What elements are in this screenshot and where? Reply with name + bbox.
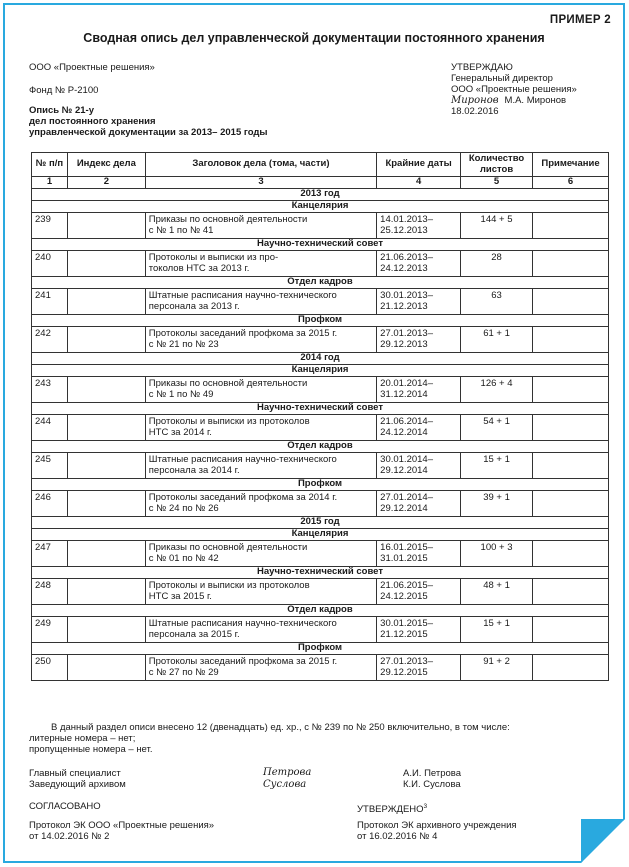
- cell-number: 245: [32, 453, 68, 479]
- date-line: 20.01.2014–: [380, 378, 433, 389]
- header-note: Примечание: [533, 153, 609, 177]
- section-heading: Профком: [32, 479, 609, 491]
- cell-title: [145, 655, 376, 681]
- table-row: [32, 453, 609, 479]
- opis-line: дел постоянного хранения: [29, 116, 156, 127]
- year-heading: 2014 год: [32, 353, 609, 365]
- header-title: Заголовок дела (тома, части): [145, 153, 376, 177]
- approve-line: УТВЕРЖДАЮ: [451, 62, 513, 73]
- opis-line: управленческой документации за 2013– 2015 годы: [29, 127, 268, 138]
- cell-note: [533, 453, 609, 479]
- cell-title: [145, 453, 376, 479]
- title-line: с № 24 по № 26: [148, 502, 219, 514]
- date-line: 25.12.2013: [380, 224, 428, 236]
- section-row: [32, 403, 609, 415]
- date-line: 29.12.2015: [380, 666, 428, 678]
- cell-dates: [377, 251, 461, 277]
- cell-index: [67, 327, 145, 353]
- cell-index: [67, 377, 145, 403]
- cell-number: 241: [32, 289, 68, 315]
- approve-signature-line: [451, 95, 577, 106]
- table-row: [32, 655, 609, 681]
- title-line: персонала за 2014 г.: [148, 464, 240, 476]
- protocol-left: [29, 820, 214, 842]
- year-heading: 2013 год: [32, 189, 609, 201]
- signer-name: А.И. Петрова: [403, 768, 462, 779]
- table-body: [32, 189, 609, 681]
- date-line: 21.12.2015: [380, 628, 428, 640]
- cell-number: 243: [32, 377, 68, 403]
- title-line: персонала за 2013 г.: [148, 300, 240, 312]
- title-line: Протоколы и выписки из протоколов: [148, 580, 310, 591]
- date-line: 31.01.2015: [380, 552, 428, 564]
- cell-sheets: 144 + 5: [461, 213, 533, 239]
- section-heading: Отдел кадров: [32, 605, 609, 617]
- title-line: персонала за 2015 г.: [148, 628, 240, 640]
- cell-index: [67, 415, 145, 441]
- signer-position: Заведующий архивом: [29, 779, 126, 790]
- organization-name: ООО «Проектные решения»: [29, 62, 155, 73]
- agreed-label: СОГЛАСОВАНО: [29, 801, 101, 812]
- cell-index: [67, 289, 145, 315]
- cell-index: [67, 213, 145, 239]
- title-line: Штатные расписания научно-технического: [148, 290, 337, 301]
- table-row: [32, 251, 609, 277]
- table-row: [32, 617, 609, 643]
- section-row: [32, 479, 609, 491]
- title-line: Приказы по основной деятельности: [148, 378, 308, 389]
- table-row: [32, 327, 609, 353]
- section-heading: Научно-технический совет: [32, 239, 609, 251]
- section-heading: Канцелярия: [32, 365, 609, 377]
- date-line: 30.01.2014–: [380, 454, 433, 465]
- cell-sheets: 39 + 1: [461, 491, 533, 517]
- cell-dates: [377, 377, 461, 403]
- column-number: 3: [145, 177, 376, 189]
- cell-note: [533, 327, 609, 353]
- date-line: 21.06.2014–: [380, 416, 433, 427]
- title-line: с № 01 по № 42: [148, 552, 219, 564]
- cell-number: 249: [32, 617, 68, 643]
- date-line: 30.01.2015–: [380, 618, 433, 629]
- section-row: [32, 201, 609, 213]
- header-sheets: Количество листов: [461, 153, 533, 177]
- column-numbers-row: [32, 177, 609, 189]
- page-curl-corner: [581, 819, 625, 863]
- cell-index: [67, 541, 145, 567]
- date-line: 30.01.2013–: [380, 290, 433, 301]
- section-row: [32, 315, 609, 327]
- section-row: [32, 529, 609, 541]
- date-line: 27.01.2014–: [380, 492, 433, 503]
- cell-sheets: 48 + 1: [461, 579, 533, 605]
- section-heading: Научно-технический совет: [32, 403, 609, 415]
- title-line: НТС за 2015 г.: [148, 590, 212, 602]
- cell-sheets: 15 + 1: [461, 453, 533, 479]
- year-row: [32, 517, 609, 529]
- cell-sheets: 91 + 2: [461, 655, 533, 681]
- example-label: ПРИМЕР 2: [549, 14, 611, 26]
- section-row: [32, 441, 609, 453]
- title-line: Протоколы заседаний профкома за 2015 г.: [148, 656, 338, 667]
- title-line: НТС за 2014 г.: [148, 426, 212, 438]
- header-index: Индекс дела: [67, 153, 145, 177]
- cell-sheets: 54 + 1: [461, 415, 533, 441]
- section-row: [32, 277, 609, 289]
- cell-dates: [377, 491, 461, 517]
- cell-number: 240: [32, 251, 68, 277]
- cell-title: [145, 617, 376, 643]
- cell-number: 242: [32, 327, 68, 353]
- section-row: [32, 567, 609, 579]
- section-heading: Научно-технический совет: [32, 567, 609, 579]
- signer-positions: [29, 768, 126, 790]
- cell-title: [145, 579, 376, 605]
- inventory-table: [31, 152, 609, 681]
- date-line: 29.12.2014: [380, 464, 428, 476]
- table-row: [32, 289, 609, 315]
- date-line: 21.06.2015–: [380, 580, 433, 591]
- title-line: с № 21 по № 23: [148, 338, 219, 350]
- protocol-line: от 16.02.2016 № 4: [357, 831, 438, 842]
- section-heading: Канцелярия: [32, 201, 609, 213]
- cell-sheets: 126 + 4: [461, 377, 533, 403]
- date-line: 21.12.2013: [380, 300, 428, 312]
- cell-title: [145, 251, 376, 277]
- approve-line: Генеральный директор: [451, 73, 553, 84]
- cell-title: [145, 289, 376, 315]
- cell-note: [533, 213, 609, 239]
- cell-title: [145, 415, 376, 441]
- cell-sheets: 100 + 3: [461, 541, 533, 567]
- table-row: [32, 541, 609, 567]
- cell-dates: [377, 327, 461, 353]
- date-line: 31.12.2014: [380, 388, 428, 400]
- cell-index: [67, 617, 145, 643]
- cell-index: [67, 579, 145, 605]
- cell-dates: [377, 213, 461, 239]
- cell-sheets: 28: [461, 251, 533, 277]
- cell-title: [145, 327, 376, 353]
- cell-dates: [377, 541, 461, 567]
- document-frame: [3, 3, 625, 863]
- section-row: [32, 239, 609, 251]
- table-row: [32, 491, 609, 517]
- cell-note: [533, 655, 609, 681]
- handwritten-signatures: [263, 767, 311, 791]
- cell-title: [145, 213, 376, 239]
- cell-note: [533, 579, 609, 605]
- protocol-line: Протокол ЭК архивного учреждения: [357, 820, 517, 831]
- header-number: № п/п: [32, 153, 68, 177]
- section-heading: Отдел кадров: [32, 441, 609, 453]
- column-number: 6: [533, 177, 609, 189]
- cell-number: 244: [32, 415, 68, 441]
- section-row: [32, 643, 609, 655]
- cell-note: [533, 491, 609, 517]
- date-line: 21.06.2013–: [380, 252, 433, 263]
- title-line: Протоколы заседаний профкома за 2015 г.: [148, 328, 338, 339]
- cell-index: [67, 251, 145, 277]
- title-line: Протоколы заседаний профкома за 2014 г.: [148, 492, 338, 503]
- section-heading: Канцелярия: [32, 529, 609, 541]
- summary-line: литерные номера – нет;: [29, 733, 136, 744]
- fond-number: Фонд № Р-2100: [29, 85, 99, 96]
- date-line: 27.01.2013–: [380, 656, 433, 667]
- cell-dates: [377, 579, 461, 605]
- table-row: [32, 579, 609, 605]
- cell-note: [533, 251, 609, 277]
- signer-names: [403, 768, 461, 790]
- title-line: с № 1 по № 49: [148, 388, 214, 400]
- section-row: [32, 605, 609, 617]
- year-row: [32, 189, 609, 201]
- signature-petrova: Петрова: [263, 767, 312, 778]
- table-row: [32, 377, 609, 403]
- signer-position: Главный специалист: [29, 768, 121, 779]
- title-line: Приказы по основной деятельности: [148, 214, 308, 225]
- opis-line: Опись № 21-у: [29, 105, 94, 116]
- cell-note: [533, 541, 609, 567]
- title-line: Штатные расписания научно-технического: [148, 454, 337, 465]
- cell-note: [533, 377, 609, 403]
- cell-title: [145, 377, 376, 403]
- year-heading: 2015 год: [32, 517, 609, 529]
- date-line: 24.12.2013: [380, 262, 428, 274]
- header-dates: Крайние даты: [377, 153, 461, 177]
- date-line: 16.01.2015–: [380, 542, 433, 553]
- column-number: 2: [67, 177, 145, 189]
- cell-sheets: 15 + 1: [461, 617, 533, 643]
- section-heading: Профком: [32, 643, 609, 655]
- approve-date: 18.02.2016: [451, 106, 499, 117]
- approve-line: ООО «Проектные решения»: [451, 84, 577, 95]
- protocol-line: от 14.02.2016 № 2: [29, 831, 110, 842]
- approve-block: [451, 62, 577, 117]
- summary-line: пропущенные номера – нет.: [29, 744, 153, 755]
- cell-note: [533, 289, 609, 315]
- cell-index: [67, 655, 145, 681]
- date-line: 29.12.2014: [380, 502, 428, 514]
- signer-name: К.И. Суслова: [403, 779, 461, 790]
- cell-index: [67, 491, 145, 517]
- column-number: 1: [32, 177, 68, 189]
- title-line: Приказы по основной деятельности: [148, 542, 308, 553]
- document-title: Сводная опись дел управленческой документации постоянного хранения: [83, 31, 545, 45]
- column-number: 5: [461, 177, 533, 189]
- cell-index: [67, 453, 145, 479]
- director-name: М.А. Миронов: [504, 95, 567, 106]
- title-line: Протоколы и выписки из протоколов: [148, 416, 310, 427]
- cell-dates: [377, 453, 461, 479]
- cell-number: 246: [32, 491, 68, 517]
- section-heading: Профком: [32, 315, 609, 327]
- cell-sheets: 63: [461, 289, 533, 315]
- section-heading: Отдел кадров: [32, 277, 609, 289]
- date-line: 27.01.2013–: [380, 328, 433, 339]
- approved-label: [357, 801, 427, 815]
- cell-dates: [377, 655, 461, 681]
- title-line: токолов НТС за 2013 г.: [148, 262, 250, 274]
- protocol-line: Протокол ЭК ООО «Проектные решения»: [29, 820, 215, 831]
- cell-note: [533, 617, 609, 643]
- table-row: [32, 213, 609, 239]
- cell-number: 239: [32, 213, 68, 239]
- summary-block: [29, 722, 619, 755]
- cell-number: 250: [32, 655, 68, 681]
- cell-number: 248: [32, 579, 68, 605]
- title-line: Штатные расписания научно-технического: [148, 618, 337, 629]
- table-header-row: [32, 153, 609, 177]
- date-line: 14.01.2013–: [380, 214, 433, 225]
- column-number: 4: [377, 177, 461, 189]
- summary-line: В данный раздел описи внесено 12 (двенадцать) ед. хр., с № 239 по № 250 включительно, в том числе:: [51, 722, 510, 733]
- title-line: с № 27 по № 29: [148, 666, 219, 678]
- section-row: [32, 365, 609, 377]
- cell-dates: [377, 617, 461, 643]
- cell-dates: [377, 415, 461, 441]
- date-line: 24.12.2015: [380, 590, 428, 602]
- cell-sheets: 61 + 1: [461, 327, 533, 353]
- title-line: Протоколы и выписки из про-: [148, 252, 279, 263]
- year-row: [32, 353, 609, 365]
- title-line: с № 1 по № 41: [148, 224, 214, 236]
- cell-title: [145, 491, 376, 517]
- cell-title: [145, 541, 376, 567]
- date-line: 24.12.2014: [380, 426, 428, 438]
- opis-heading: [29, 105, 268, 138]
- protocol-right: [357, 820, 517, 842]
- cell-dates: [377, 289, 461, 315]
- approved-text: УТВЕРЖДЕНО: [357, 804, 424, 816]
- cell-number: 247: [32, 541, 68, 567]
- signature-suslova: Суслова: [263, 779, 307, 790]
- cell-note: [533, 415, 609, 441]
- table-row: [32, 415, 609, 441]
- director-signature: Миронов: [451, 95, 499, 106]
- date-line: 29.12.2013: [380, 338, 428, 350]
- approved-footnote: 3: [423, 803, 428, 810]
